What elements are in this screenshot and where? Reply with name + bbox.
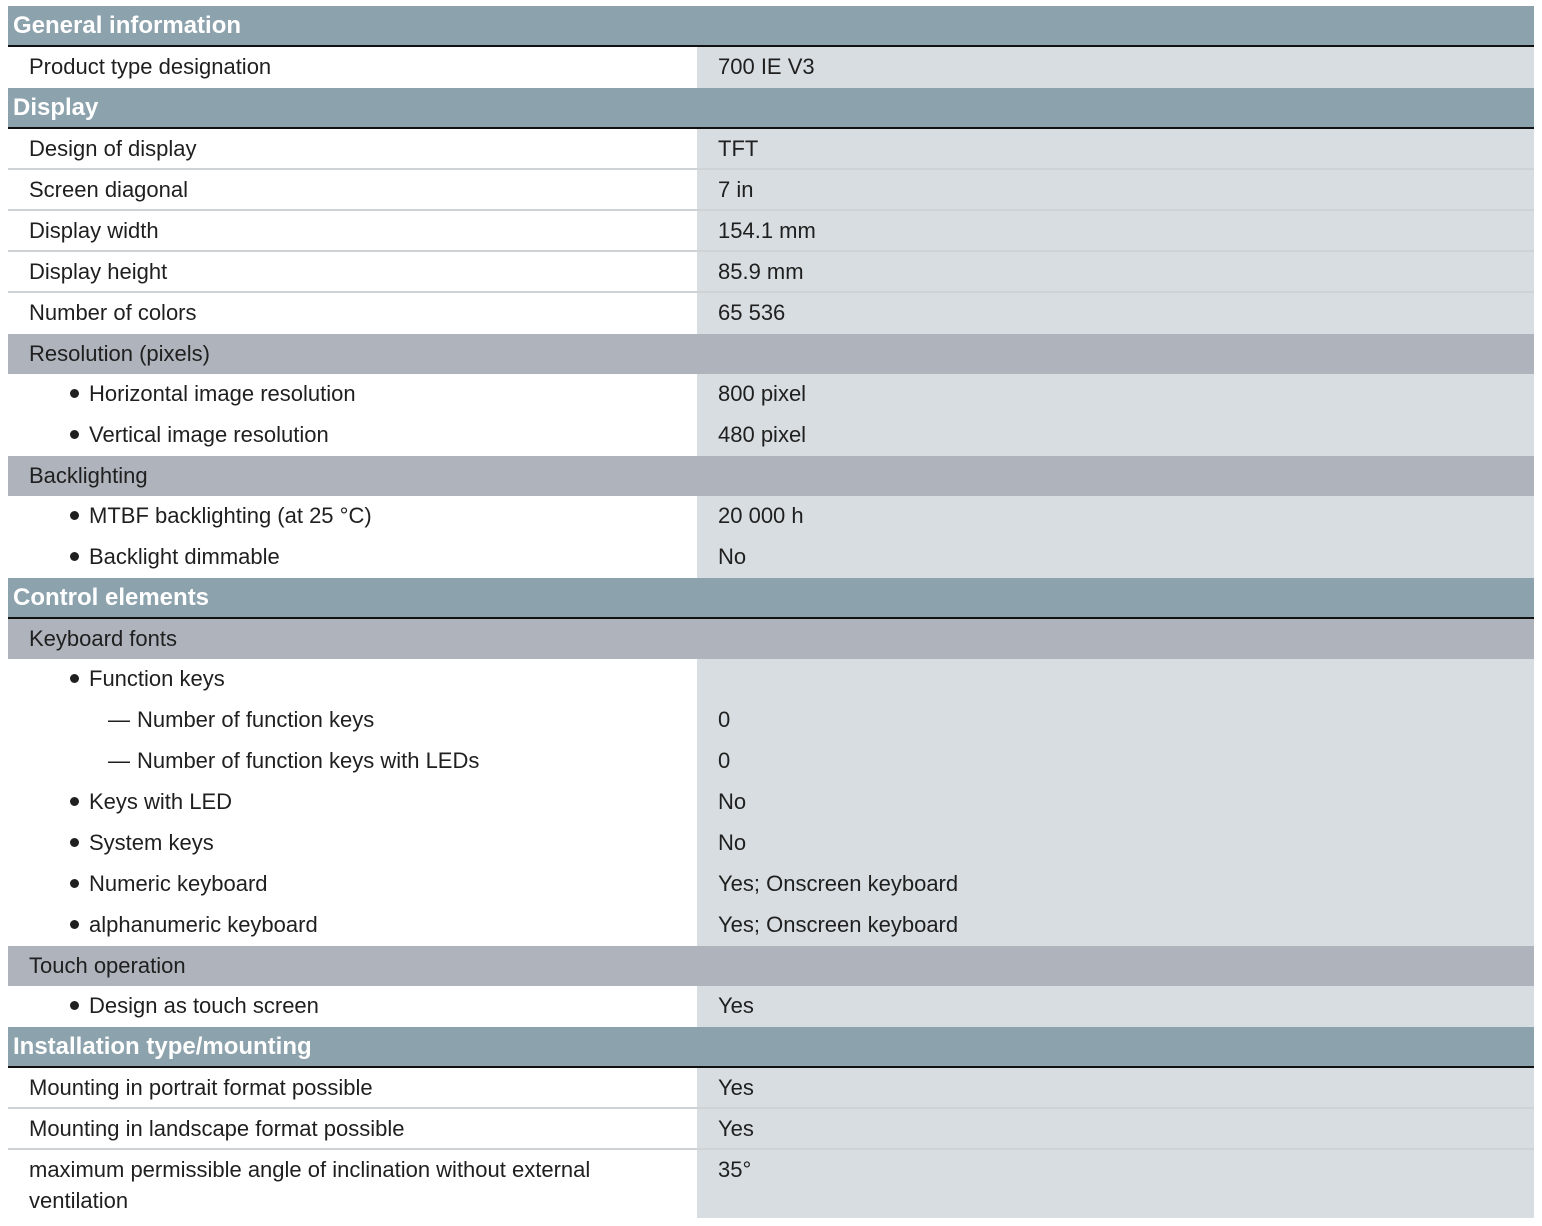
row-label: Mounting in portrait format possible [8,1068,695,1107]
row-label: Backlight dimmable [89,544,280,569]
section-header-general-information: General information [8,6,1534,47]
row-value: 35° [697,1150,1534,1218]
row-value: 65 536 [697,293,1534,334]
row-label: Display height [8,252,695,291]
row-label: Keys with LED [89,789,233,814]
row-value: Yes; Onscreen keyboard [697,864,1534,905]
row-label: Number of function keys [137,707,375,732]
row-label: maximum permissible angle of inclination without external ventilation [8,1150,695,1218]
bullet-icon [70,879,79,888]
bullet-icon [70,920,79,929]
table-row [8,415,1534,456]
group-value-empty [697,619,1534,659]
bullet-icon [70,552,79,561]
row-value: Yes [697,1068,1534,1107]
row-value: 85.9 mm [697,252,1534,291]
table-row [8,741,1534,782]
row-label: MTBF backlighting (at 25 °C) [89,503,372,528]
bullet-icon [70,430,79,439]
table-row [8,1068,1534,1109]
group-header-touch-operation [8,946,1534,986]
bullet-icon [70,838,79,847]
row-label-cell [8,864,695,905]
row-value: 480 pixel [697,415,1534,456]
row-label: Number of colors [8,293,695,334]
table-row [8,170,1534,211]
table-row [8,374,1534,415]
row-label: Mounting in landscape format possible [8,1109,695,1148]
row-label: Design of display [8,129,695,168]
dash-icon: — [108,748,130,773]
bullet-icon [70,511,79,520]
table-row [8,537,1534,578]
table-row [8,496,1534,537]
group-value-empty [697,334,1534,374]
row-value: Yes [697,986,1534,1027]
table-row [8,211,1534,252]
row-label-cell [8,496,695,537]
row-label-cell [8,823,695,864]
row-value: Yes; Onscreen keyboard [697,905,1534,946]
row-label: Screen diagonal [8,170,695,209]
section-header-control-elements: Control elements [8,578,1534,619]
row-value: 700 IE V3 [697,47,1534,88]
group-label: Backlighting [29,463,148,488]
table-row [8,700,1534,741]
dash-icon: — [108,707,130,732]
row-label: Display width [8,211,695,250]
row-label: Numeric keyboard [89,871,268,896]
row-value: 0 [697,741,1534,782]
row-label-cell [8,905,695,946]
table-row [8,864,1534,905]
group-label: Keyboard fonts [29,626,177,651]
group-header-keyboard-fonts [8,619,1534,659]
row-label-cell [8,374,695,415]
row-label: Vertical image resolution [89,422,329,447]
group-label: Resolution (pixels) [29,341,210,366]
row-value: No [697,782,1534,823]
spec-table [8,6,1534,1218]
row-value: No [697,823,1534,864]
row-value: Yes [697,1109,1534,1148]
table-row [8,782,1534,823]
group-header-resolution [8,334,1534,374]
section-header-display: Display [8,88,1534,129]
bullet-icon [70,389,79,398]
table-row [8,129,1534,170]
section-header-installation-type-mounting: Installation type/mounting [8,1027,1534,1068]
row-value: 0 [697,700,1534,741]
row-label: alphanumeric keyboard [89,912,318,937]
group-value-empty [697,456,1534,496]
table-row [8,293,1534,334]
row-label-cell [8,782,695,823]
row-label: Product type designation [8,47,695,88]
row-value: 800 pixel [697,374,1534,415]
row-label: System keys [89,830,214,855]
group-label: Touch operation [29,953,186,978]
table-row [8,47,1534,88]
row-value: TFT [697,129,1534,168]
row-label: Design as touch screen [89,993,319,1018]
row-value: 154.1 mm [697,211,1534,250]
table-row [8,1109,1534,1150]
table-row [8,823,1534,864]
group-value-empty [697,946,1534,986]
row-value: No [697,537,1534,578]
table-row [8,905,1534,946]
row-label-cell [8,415,695,456]
row-label-cell [8,700,695,741]
row-label: Function keys [89,666,225,691]
table-row [8,659,1534,700]
group-header-backlighting [8,456,1534,496]
row-value: 7 in [697,170,1534,209]
bullet-icon [70,674,79,683]
row-label: Horizontal image resolution [89,381,356,406]
row-label-cell [8,659,695,700]
row-label-cell [8,986,695,1027]
table-row [8,252,1534,293]
row-value [697,659,1534,700]
row-label-cell [8,537,695,578]
row-label-cell [8,741,695,782]
table-row [8,1150,1534,1218]
row-value: 20 000 h [697,496,1534,537]
table-row [8,986,1534,1027]
bullet-icon [70,797,79,806]
row-label: Number of function keys with LEDs [137,748,480,773]
bullet-icon [70,1001,79,1010]
